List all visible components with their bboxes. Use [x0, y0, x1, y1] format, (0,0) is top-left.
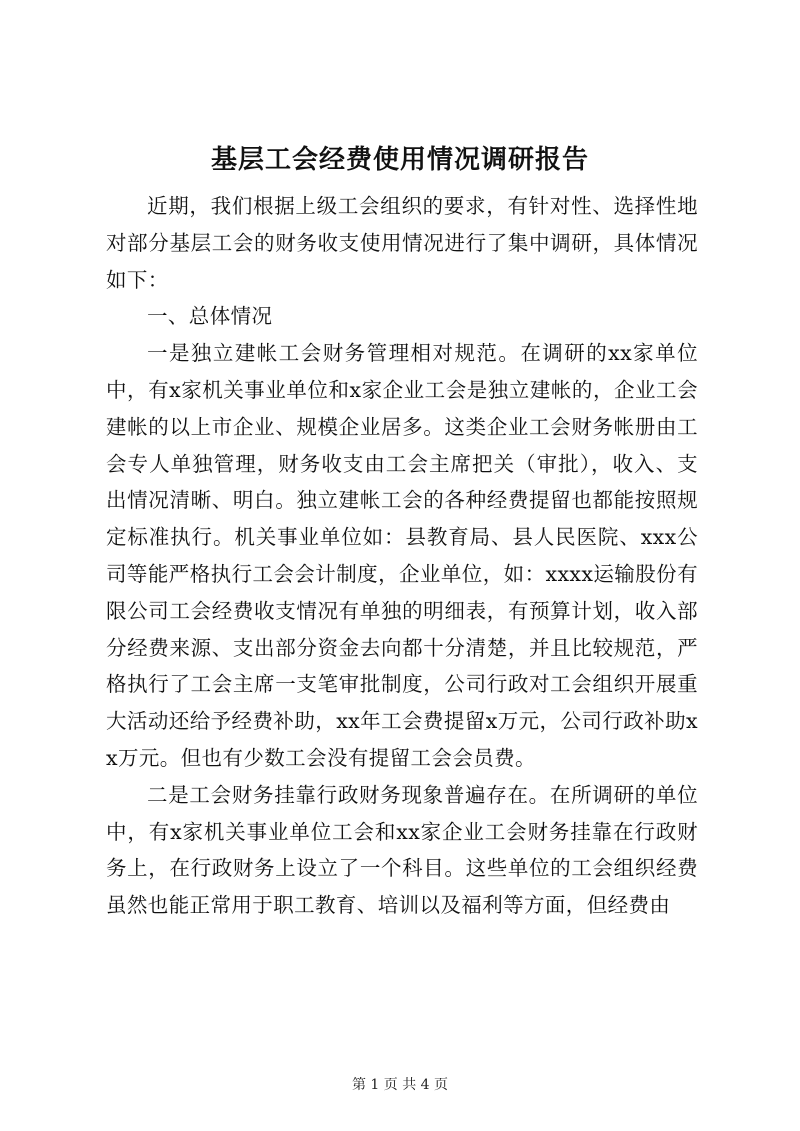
document-title: 基层工会经费使用情况调研报告 — [210, 145, 589, 175]
paragraph-independent-accounts: 一是独立建帐工会财务管理相对规范。在调研的xx家单位中，有x家机关事业单位和x家企业工会是独立建帐的，企业工会建帐的以上市企业、规模企业居多。这类企业工会财务帐册由工会专人单独管理，财务收支由工会主席把关（审批），收入、支出情况清晰、明白。独立建帐工会的各种经费提留也都能按照规定标准执行。机关事业单位如：县教育局、县人民医院、xxx公司等能严格执行工会会计制度，企业单位，如：xxxx运输股份有限公司工会经费收支情况有单独的明细表，有预算计划，收入部分经费来源、支出部分资金去向都十分清楚，并且比较规范，严格执行了工会主席一支笔审批制度，公司行政对工会组织开展重大活动还给予经费补助，xx年工会费提留x万元，公司行政补助xx万元。但也有少数工会没有提留工会会员费。 — [106, 341, 698, 770]
paragraph-intro: 近期，我们根据上级工会组织的要求，有针对性、选择性地对部分基层工会的财务收支使用情况进行了集中调研，具体情况如下： — [106, 194, 698, 292]
document-body — [106, 188, 698, 924]
paragraph-affiliated-accounts: 二是工会财务挂靠行政财务现象普遍存在。在所调研的单位中，有x家机关事业单位工会和xx家企业工会财务挂靠在行政财务上，在行政财务上设立了一个科目。这些单位的工会组织经费虽然也能正常用于职工教育、培训以及福利等方面，但经费由 — [106, 782, 698, 918]
section-heading-overview: 一、总体情况 — [147, 304, 273, 329]
page-footer: 第 1 页 共 4 页 — [351, 1077, 449, 1093]
